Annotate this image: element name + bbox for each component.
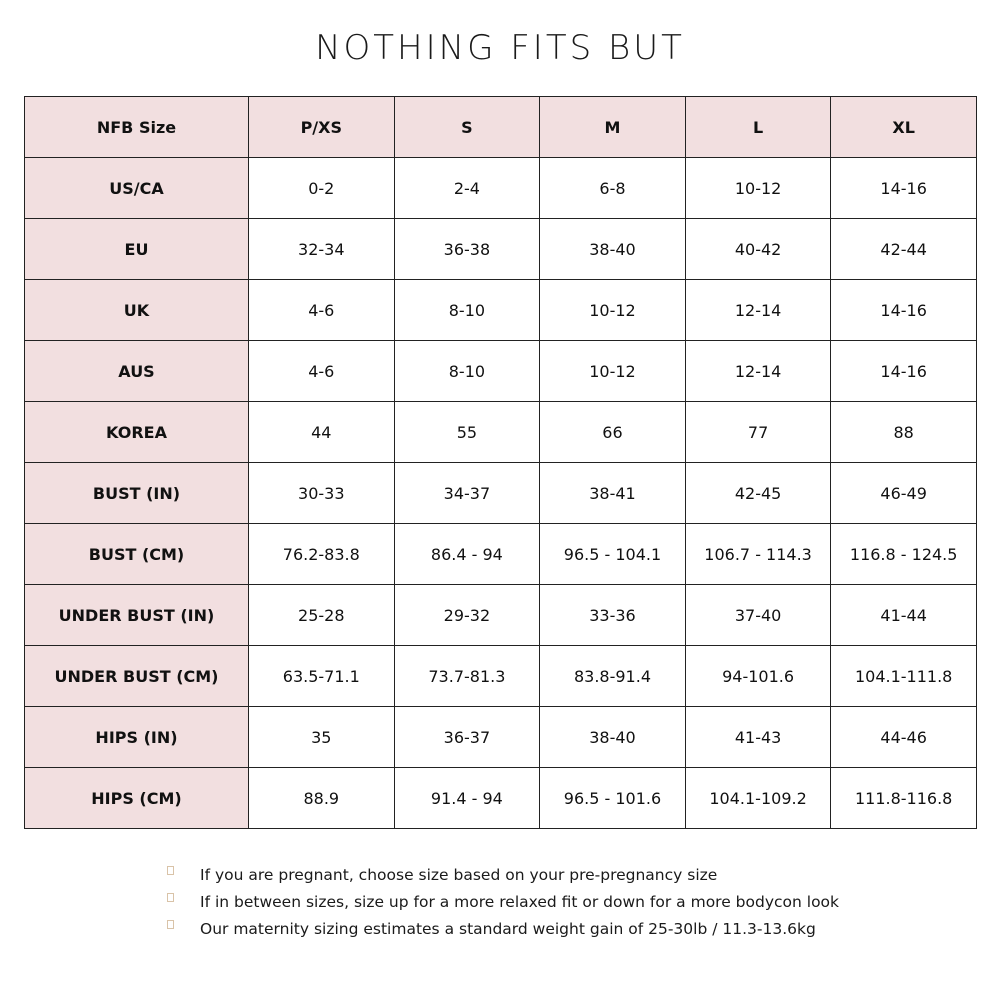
note-item xyxy=(165,862,925,889)
table-cell: 41-44 xyxy=(831,585,977,646)
table-cell: 36-38 xyxy=(394,219,540,280)
table-cell: 8-10 xyxy=(394,341,540,402)
table-row xyxy=(25,402,977,463)
table-cell: 34-37 xyxy=(394,463,540,524)
table-cell: 94-101.6 xyxy=(685,646,831,707)
table-cell: 6-8 xyxy=(540,158,686,219)
table-cell: 106.7 - 114.3 xyxy=(685,524,831,585)
table-cell: 4-6 xyxy=(249,341,395,402)
table-row xyxy=(25,219,977,280)
table-cell: 14-16 xyxy=(831,341,977,402)
column-header: P/XS xyxy=(249,97,395,158)
table-cell: 36-37 xyxy=(394,707,540,768)
row-label: UNDER BUST (CM) xyxy=(25,646,249,707)
row-label: EU xyxy=(25,219,249,280)
bullet-square-icon xyxy=(167,893,174,902)
table-cell: 83.8-91.4 xyxy=(540,646,686,707)
table-cell: 10-12 xyxy=(540,280,686,341)
column-header: S xyxy=(394,97,540,158)
table-row xyxy=(25,463,977,524)
note-item xyxy=(165,889,925,916)
table-cell: 77 xyxy=(685,402,831,463)
bullet-square-icon xyxy=(167,920,174,929)
table-cell: 86.4 - 94 xyxy=(394,524,540,585)
table-cell: 73.7-81.3 xyxy=(394,646,540,707)
table-header-row xyxy=(25,97,977,158)
table-row xyxy=(25,768,977,829)
table-cell: 37-40 xyxy=(685,585,831,646)
table-row xyxy=(25,158,977,219)
table-cell: 111.8-116.8 xyxy=(831,768,977,829)
size-chart-table xyxy=(24,96,977,829)
column-header: NFB Size xyxy=(25,97,249,158)
table-cell: 88.9 xyxy=(249,768,395,829)
column-header: L xyxy=(685,97,831,158)
table-cell: 0-2 xyxy=(249,158,395,219)
table-cell: 25-28 xyxy=(249,585,395,646)
table-cell: 10-12 xyxy=(540,341,686,402)
table-cell: 66 xyxy=(540,402,686,463)
row-label: HIPS (IN) xyxy=(25,707,249,768)
note-text: If in between sizes, size up for a more relaxed fit or down for a more bodycon look xyxy=(200,893,840,911)
table-cell: 104.1-109.2 xyxy=(685,768,831,829)
row-label: AUS xyxy=(25,341,249,402)
row-label: HIPS (CM) xyxy=(25,768,249,829)
table-cell: 41-43 xyxy=(685,707,831,768)
bullet-square-icon xyxy=(167,866,174,875)
table-cell: 12-14 xyxy=(685,280,831,341)
column-header: M xyxy=(540,97,686,158)
table-cell: 35 xyxy=(249,707,395,768)
table-cell: 44-46 xyxy=(831,707,977,768)
table-cell: 96.5 - 104.1 xyxy=(540,524,686,585)
page-title: NOTHING FITS BUT xyxy=(315,28,685,68)
table-cell: 42-45 xyxy=(685,463,831,524)
table-cell: 38-41 xyxy=(540,463,686,524)
table-cell: 10-12 xyxy=(685,158,831,219)
table-row xyxy=(25,707,977,768)
table-row xyxy=(25,646,977,707)
table-row xyxy=(25,585,977,646)
table-body xyxy=(25,158,977,829)
table-cell: 46-49 xyxy=(831,463,977,524)
table-cell: 76.2-83.8 xyxy=(249,524,395,585)
table-cell: 42-44 xyxy=(831,219,977,280)
note-text: If you are pregnant, choose size based on your pre-pregnancy size xyxy=(200,866,718,884)
table-cell: 44 xyxy=(249,402,395,463)
table-cell: 30-33 xyxy=(249,463,395,524)
row-label: KOREA xyxy=(25,402,249,463)
table-cell: 2-4 xyxy=(394,158,540,219)
table-cell: 14-16 xyxy=(831,158,977,219)
table-cell: 116.8 - 124.5 xyxy=(831,524,977,585)
column-header: XL xyxy=(831,97,977,158)
table-cell: 38-40 xyxy=(540,219,686,280)
note-text: Our maternity sizing estimates a standard weight gain of 25-30lb / 11.3-13.6kg xyxy=(200,920,816,938)
table-row xyxy=(25,524,977,585)
table-cell: 40-42 xyxy=(685,219,831,280)
table-cell: 104.1-111.8 xyxy=(831,646,977,707)
table-cell: 55 xyxy=(394,402,540,463)
size-notes-list xyxy=(165,862,925,943)
table-cell: 91.4 - 94 xyxy=(394,768,540,829)
table-cell: 32-34 xyxy=(249,219,395,280)
row-label: BUST (IN) xyxy=(25,463,249,524)
table-row xyxy=(25,341,977,402)
table-cell: 8-10 xyxy=(394,280,540,341)
row-label: BUST (CM) xyxy=(25,524,249,585)
table-cell: 88 xyxy=(831,402,977,463)
table-cell: 38-40 xyxy=(540,707,686,768)
table-cell: 96.5 - 101.6 xyxy=(540,768,686,829)
row-label: UK xyxy=(25,280,249,341)
table-cell: 12-14 xyxy=(685,341,831,402)
table-cell: 63.5-71.1 xyxy=(249,646,395,707)
table-cell: 4-6 xyxy=(249,280,395,341)
table-cell: 14-16 xyxy=(831,280,977,341)
note-item xyxy=(165,916,925,943)
table-cell: 29-32 xyxy=(394,585,540,646)
table-cell: 33-36 xyxy=(540,585,686,646)
row-label: UNDER BUST (IN) xyxy=(25,585,249,646)
row-label: US/CA xyxy=(25,158,249,219)
table-row xyxy=(25,280,977,341)
